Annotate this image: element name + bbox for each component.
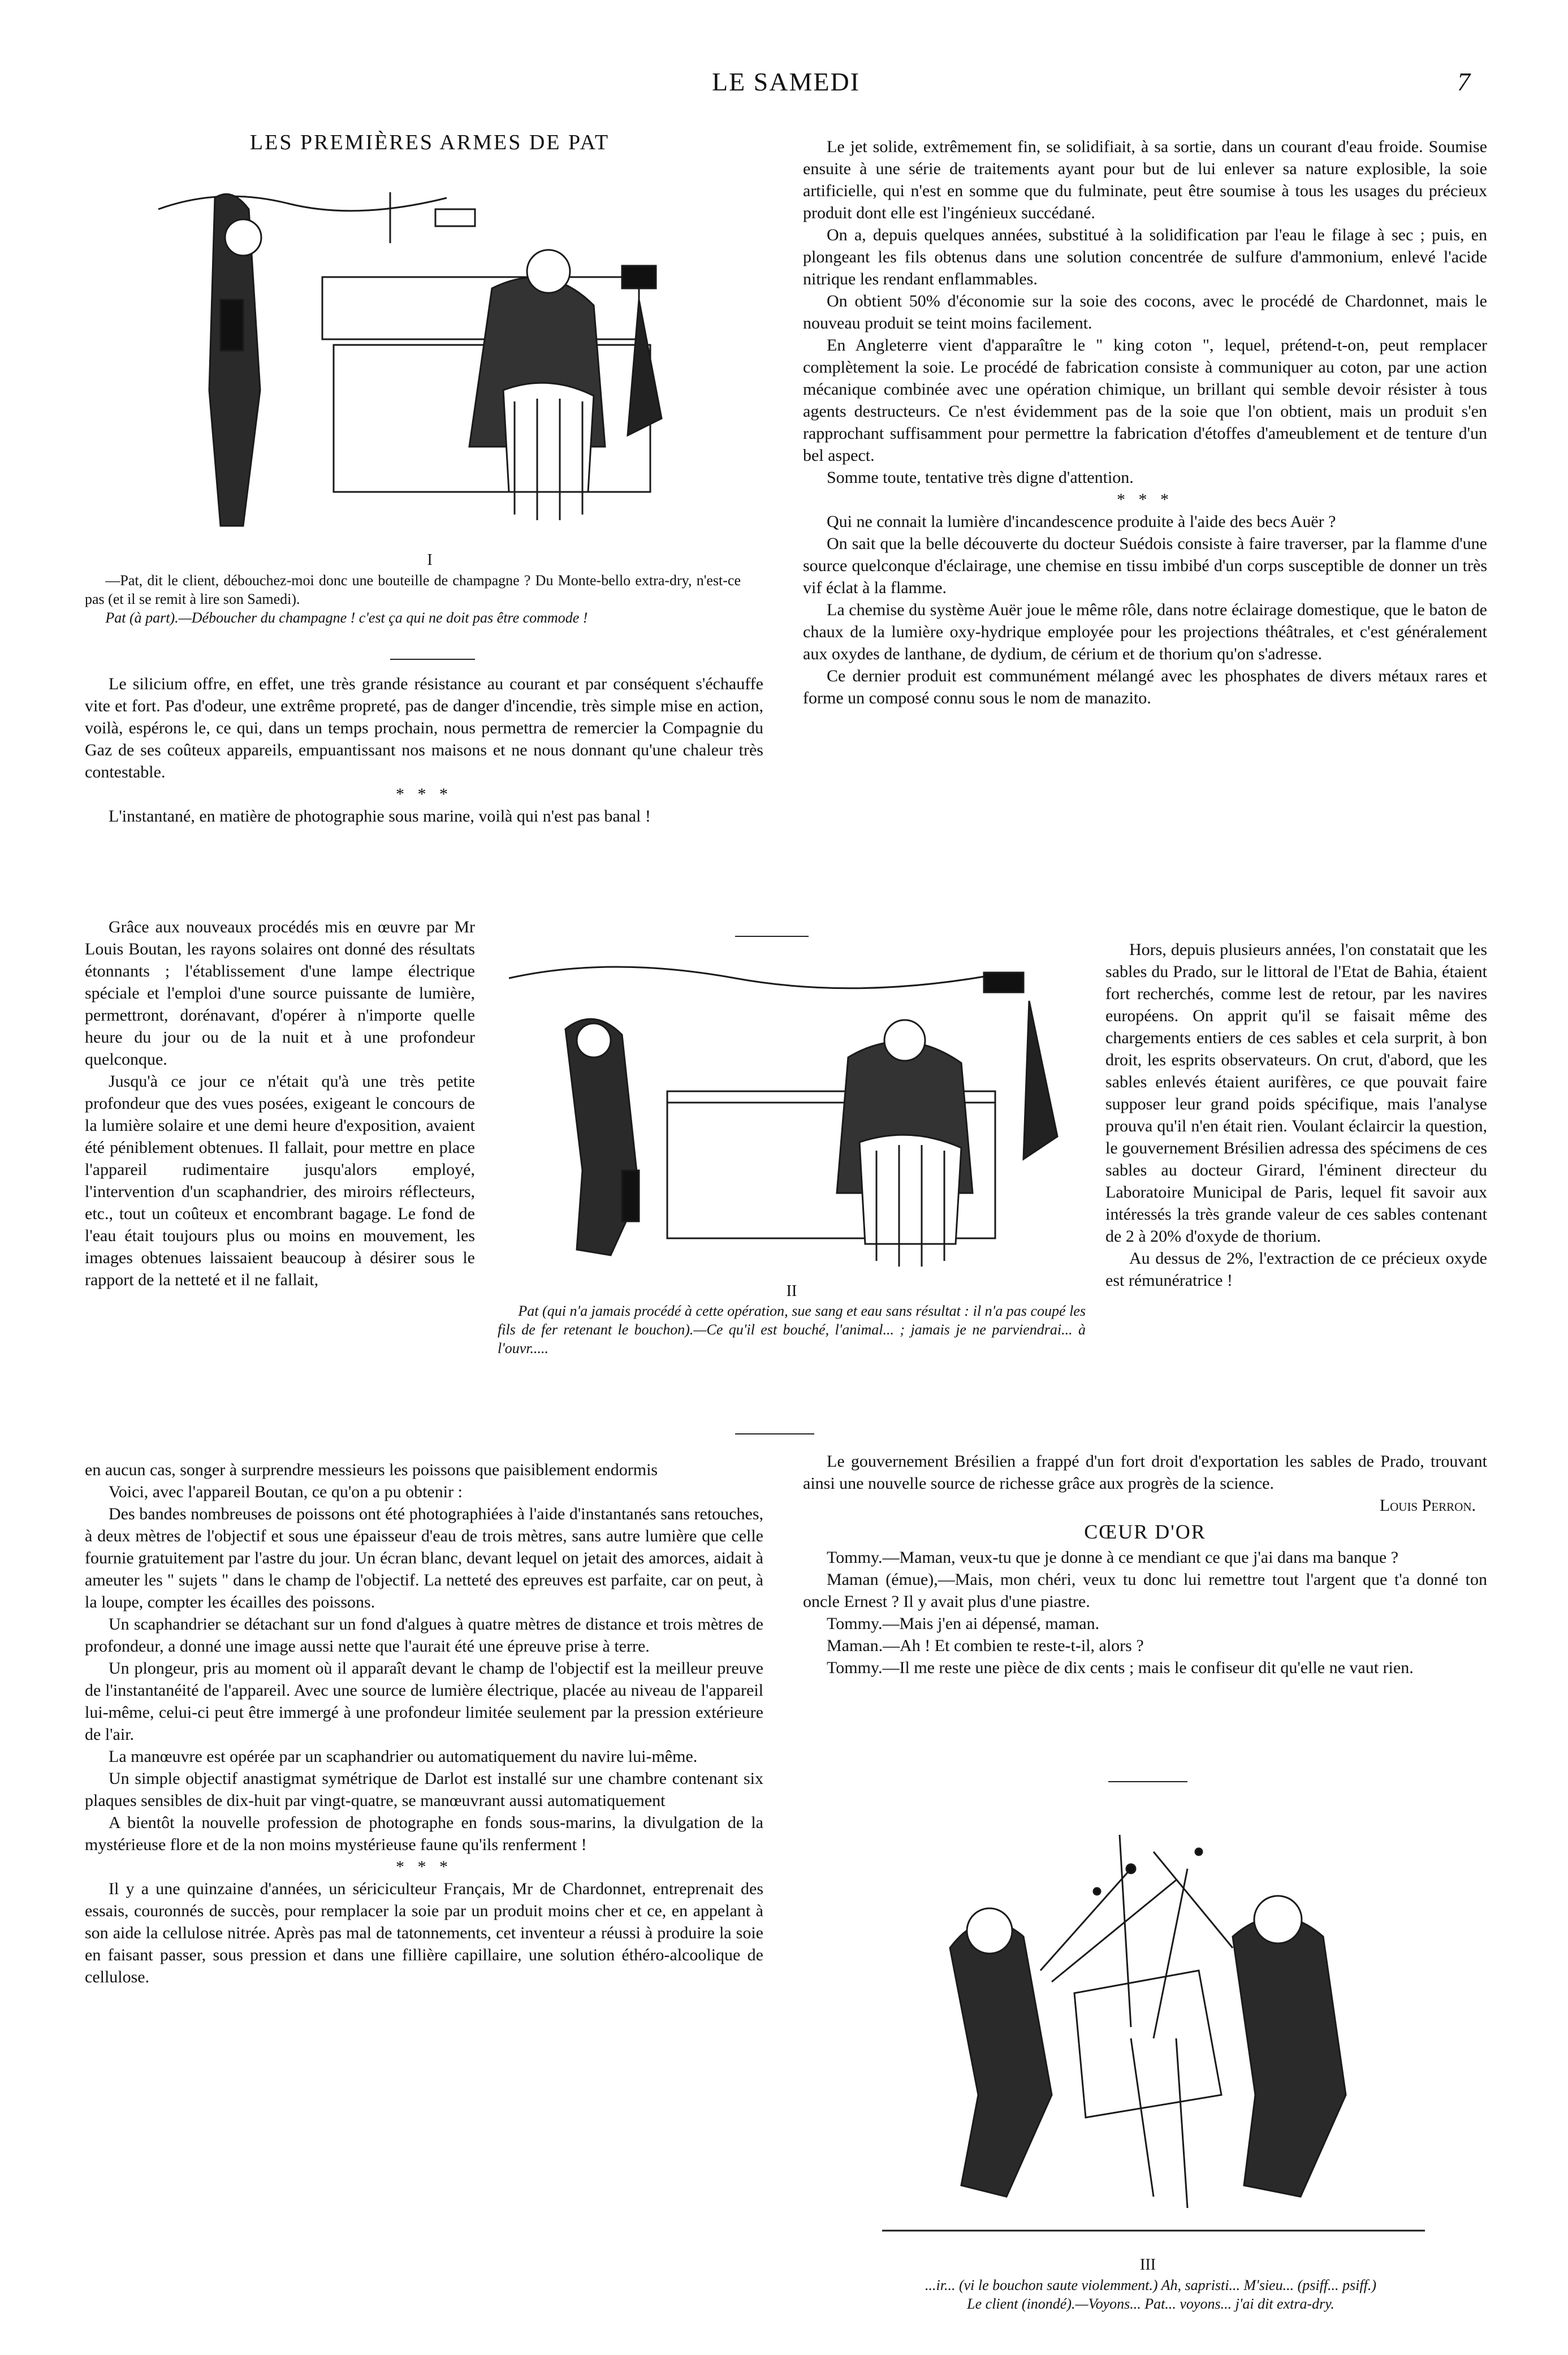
illustration-1-drawing (153, 175, 679, 543)
figure-1-caption (85, 571, 741, 627)
article-title: LES PREMIÈRES ARMES DE PAT (249, 131, 610, 154)
right-narrow-column (1105, 939, 1487, 1291)
newspaper-title: LE SAMEDI (711, 67, 861, 96)
paragraph: Un simple objectif anastigmat symétrique de Darlot est installé sur une chambre contenant six plaques sensibles de dix-huit par vingt-quatre, se manœuvrant aussi automatiquement (85, 1769, 763, 1810)
coeur-dor-title: CŒUR D'OR (1084, 1520, 1206, 1543)
page-number: 7 (1457, 67, 1470, 96)
paragraph: La chemise du système Auër joue le même rôle, dans notre éclairage domestique, que le baton de chaux de la lumière oxy-hydrique employée pour les projections théâtrales, et c'est généralement aux oxydes de lanthane, de dydium, de cérium et de thorium qu'on s'adresse. (803, 600, 1487, 663)
paragraph: Un scaphandrier se détachant sur un fond d'algues à quatre mètres de distance et trois mètres de profondeur, a donné une image aussi nette que l'aurait été une épreuve prise à terre. (85, 1615, 763, 1656)
divider (735, 936, 809, 937)
paragraph: Le jet solide, extrêmement fin, se solidifiait, à sa sortie, dans un courant d'eau froide. Soumise ensuite à une série de traitements ayant pour but de lui enlever sa nature explosible, la soie artificielle, qui n'est en somme que du fulminate, peut être soumise à tous les usages du précieux produit dont elle est l'ingénieux succédané. (803, 137, 1487, 222)
section-separator: * * * (396, 785, 452, 803)
paragraph: On obtient 50% d'économie sur la soie des cocons, avec le procédé de Chardonnet, mais le nouveau produit se teint moins facilement. (803, 292, 1487, 332)
paragraph: A bientôt la nouvelle profession de photographe en fonds sous-marins, la divulgation de la mystérieuse flore et de la non moins mystérieuse faune qu'ils renferment ! (85, 1813, 763, 1854)
figure-3-numeral: III (1140, 2256, 1156, 2274)
dialogue-line: Maman (émue),—Mais, mon chéri, veux tu donc lui remettre tout l'argent que t'a donné ton oncle Ernest ? Il y avait plus d'une piastre. (803, 1570, 1487, 1611)
paragraph: Voici, avec l'appareil Boutan, ce qu'on a pu obtenir : (109, 1483, 463, 1501)
left-narrow-column (85, 916, 475, 1291)
section-separator: * * * (1117, 490, 1173, 509)
left-column-top (85, 673, 763, 827)
dialogue-line: Tommy.—Il me reste une pièce de dix cents ; mais le confiseur dit qu'elle ne vaut rien. (827, 1658, 1414, 1677)
illustration-2-drawing (498, 956, 1086, 1278)
right-column-top (803, 136, 1487, 709)
paragraph: L'instantané, en matière de photographie sous marine, voilà qui n'est pas banal ! (109, 807, 651, 826)
figure-2-caption: Pat (qui n'a jamais procédé à cette opération, sue sang et eau sans résultat : il n'a pas coupé les fils de fer retenant le bouchon).—Ce qu'il est bouché, l'animal... ; jamais je ne parviendrai... à l'ouvr..... (498, 1303, 1086, 1356)
illustration-3 (837, 1801, 1459, 2253)
illustration-1 (153, 175, 679, 543)
left-column-bottom (85, 1459, 763, 1988)
figure-1-numeral: I (427, 551, 433, 569)
paragraph: Qui ne connait la lumière d'incandescence produite à l'aide des becs Auër ? (827, 512, 1336, 531)
divider (390, 659, 475, 660)
paragraph: Le gouvernement Brésilien a frappé d'un fort droit d'exportation les sables de Prado, trouvant ainsi une nouvelle source de richesse grâce aux progrès de la science. (803, 1452, 1487, 1493)
paragraph: Il y a une quinzaine d'années, un sériciculteur Français, Mr de Chardonnet, entreprenait des essais, couronnés de succès, pour remplacer la soie par un produit moins cher et ce, en appelant à son aide la cellulose nitrée. Après pas mal de tatonnements, cet inventeur a réussi à produire la soie en faisant passer, sous pression et dans une fillière capillaire, une solution éthéro-alcoolique de cellulose. (85, 1879, 763, 1986)
figure-3-caption (814, 2276, 1487, 2313)
paragraph: La manœuvre est opérée par un scaphandrier ou automatiquement du navire lui-même. (109, 1747, 698, 1766)
figure-2-numeral: II (786, 1282, 797, 1300)
paragraph: Hors, depuis plusieurs années, l'on constatait que les sables du Prado, sur le littoral de l'Etat de Bahia, étaient fort recherchés, comme lest de retour, par les navires européens. On apprit qu'il se faisait même des chargements entiers de ces sables et cela surprit, à bon droit, les esprits observateurs. On crut, d'abord, que les sables enlevés étaient aurifères, ce que pouvait faire supposer leur grand poids spécifique, mais l'analyse prouva qu'il n'en était rien. Voulant éclaircir la question, le gouvernement Brésilien adressa des spécimens de ces sables au docteur Girard, l'éminent directeur du Laboratoire Municipal de Paris, lequel fit savoir aux intéressés la très grande valeur de ces sables contenant de 2 à 20% d'oxyde de thorium. (1105, 940, 1487, 1246)
paragraph: Somme toute, tentative très digne d'attention. (827, 468, 1134, 487)
signature: Louis Perron. (1379, 1496, 1476, 1515)
paragraph: Des bandes nombreuses de poissons ont été photographiées à l'aide d'instantanés sans retouches, à deux mètres de l'objectif et sous une épaisseur d'eau de trois mètres, sans autre lumière que celle fournie gratuitement par l'astre du jour. Un écran blanc, devant lequel on jetait des amorces, aidait à ameuter les " sujets " dans le champ de l'objectif. La netteté des epreuves est parfaite, car on peut, à la loupe, compter les écailles des poissons. (85, 1505, 763, 1611)
section-separator: * * * (396, 1857, 452, 1876)
figure-1-caption-line-1: —Pat, dit le client, débouchez-moi donc une bouteille de champagne ? Du Monte-bello extra-dry, n'est-ce pas (et il se remit à lire son Samedi). (85, 572, 741, 607)
figure-3-caption-line-1: ...ir... (vi le bouchon saute violemment.) Ah, sapristi... M'sieu... (psiff... psiff.) (925, 2277, 1376, 2293)
running-head (0, 67, 1568, 101)
dialogue-line: Tommy.—Maman, veux-tu que je donne à ce mendiant ce que j'ai dans ma banque ? (827, 1548, 1399, 1567)
paragraph: En Angleterre vient d'apparaître le " king coton ", lequel, prétend-t-on, peut remplacer complètement la soie. Le procédé de fabrication consiste à communiquer au coton, par une action mécanique combinée avec une opération chimique, un brillant qui semble devoir résister à tous agents destructeurs. Ce n'est évidemment pas de la soie que l'on obtient, mais un produit s'en rapprochant suffisamment pour permettre la fabrication d'étoffes d'ameublement et de tenture d'un bel aspect. (803, 336, 1487, 465)
divider (1108, 1781, 1187, 1782)
paragraph: Ce dernier produit est communément mélangé avec les phosphates de divers métaux rares et forme un composé connu sous le nom de manazito. (803, 667, 1487, 707)
illustration-2 (498, 956, 1086, 1278)
paragraph: en aucun cas, songer à surprendre messieurs les poissons que paisiblement endormis (85, 1460, 658, 1479)
paragraph: On a, depuis quelques années, substitué à la solidification par l'eau le filage à sec ; puis, en plongeant les fils obtenus dans une solution concentrée de sulfure d'ammonium, enlevé l'acide nitrique les rendant enflammables. (803, 226, 1487, 288)
figure-1-caption-line-2: Pat (à part).—Déboucher du champagne ! c'est ça qui ne doit pas être commode ! (105, 610, 588, 626)
paragraph: Au dessus de 2%, l'extraction de ce précieux oxyde est rémunératrice ! (1105, 1249, 1487, 1290)
right-column-bottom (803, 1450, 1487, 1679)
divider (735, 1433, 814, 1434)
paragraph: Jusqu'à ce jour ce n'était qu'à une très petite profondeur que des vues posées, exigeant le concours de la lumière solaire et une demi heure d'exposition, avaient été péniblement obtenues. Il fallait, pour mettre en place l'appareil rudimentaire jusqu'alors employé, l'intervention d'un scaphandrier, des miroirs réflecteurs, etc., tout un coûteux et encombrant bagage. Le fond de l'eau était toujours plus ou moins en mouvement, les images obtenues laissaient beaucoup à désirer sous le rapport de la netteté et il ne fallait, (85, 1072, 475, 1289)
figure-3-caption-line-2: Le client (inondé).—Voyons... Pat... voyons... j'ai dit extra-dry. (967, 2296, 1334, 2312)
paragraph: Un plongeur, pris au moment où il apparaît devant le champ de l'objectif est la meilleur preuve de l'instantanéité de l'appareil. Avec une source de lumière électrique, placée au niveau de l'appareil lui-même, celui-ci peut être immergé à une profondeur limitée seulement par la pression extérieure de l'air. (85, 1659, 763, 1744)
paragraph: On sait que la belle découverte du docteur Suédois consiste à faire traverser, par la flamme d'une source quelconque d'éclairage, une chemise en tissu imbibé d'un corps susceptible de donner un très vif éclat à la flamme. (803, 534, 1487, 597)
paragraph: Le silicium offre, en effet, une très grande résistance au courant et par conséquent s'échauffe vite et fort. Pas d'odeur, une extrême propreté, pas de danger d'incendie, très simple mise en action, voilà, espérons le, ce qui, dans un temps prochain, nous permettra de remercier la Compagnie du Gaz de ses coûteux appareils, empuantissant nos maisons et ne nous donnant qu'une chaleur très contestable. (85, 675, 763, 781)
illustration-3-drawing (837, 1801, 1459, 2253)
paragraph: Grâce aux nouveaux procédés mis en œuvre par Mr Louis Boutan, les rayons solaires ont donné des résultats étonnants ; l'établissement d'une lampe électrique spéciale et l'emploi d'une source puissante de lumière, permettront, dorénavant, d'opérer à n'importe quelle heure du jour ou de la nuit et à une profondeur quelconque. (85, 918, 475, 1069)
dialogue-line: Maman.—Ah ! Et combien te reste-t-il, alors ? (827, 1636, 1144, 1655)
dialogue-line: Tommy.—Mais j'en ai dépensé, maman. (827, 1614, 1100, 1633)
